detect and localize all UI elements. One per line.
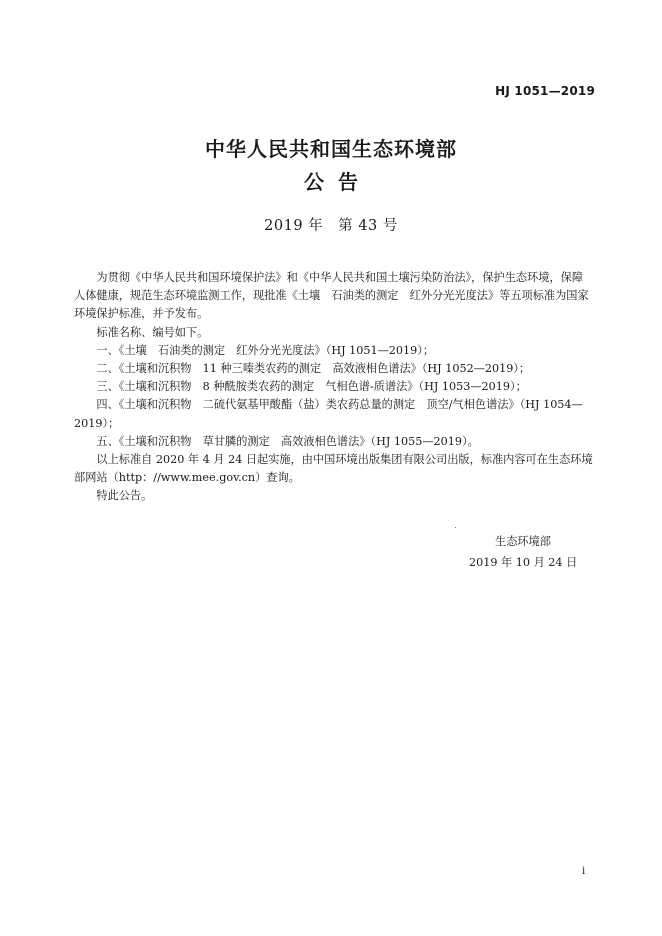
- standard-item-3: 三、《土壤和沉积物 8 种酰胺类农药的测定 气相色谱-质谱法》（HJ 1053—2019）；: [96, 380, 527, 394]
- closing-line: 特此公告。: [96, 489, 153, 503]
- page-number: i: [582, 866, 586, 877]
- standard-item-1: 一、《土壤 石油类的测定 红外分光光度法》（HJ 1051—2019）；: [96, 343, 435, 357]
- signoff-date: 2019 年 10 月 24 日: [469, 556, 578, 569]
- signoff-block: [469, 531, 589, 573]
- standard-item-2: 二、《土壤和沉积物 11 种三嗪类农药的测定 高效液相色谱法》（HJ 1052—2019）；: [96, 362, 531, 376]
- standard-item-5: 五、《土壤和沉积物 草甘膦的测定 高效液相色谱法》（HJ 1055—2019）。: [96, 434, 479, 448]
- signoff-organization: 生态环境部: [495, 535, 551, 548]
- announcement-issue-number: 2019 年 第 43 号: [264, 218, 398, 234]
- announcement-title: 公告: [304, 170, 372, 194]
- standard-code: HJ 1051—2019: [495, 84, 595, 98]
- standard-item-4: 四、《土壤和沉积物 二硫代氨基甲酸酯（盐）类农药总量的测定 顶空/气相色谱法》（HJ 1054—2019）；: [74, 398, 583, 430]
- intro-paragraph: 为贯彻《中华人民共和国环境保护法》和《中华人民共和国土壤污染防治法》，保护生态环境，保障人体健康，规范生态环境监测工作，现批准《土壤 石油类的测定 红外分光光度法》等五项标准为国家环境保护标准，并予发布。: [74, 271, 589, 321]
- announcement-body: [74, 269, 594, 506]
- ministry-title: 中华人民共和国生态环境部: [205, 137, 457, 161]
- scan-speck: [455, 527, 456, 528]
- effective-paragraph: 以上标准自 2020 年 4 月 24 日起实施，由中国环境出版集团有限公司出版，标准内容可在生态环境部网站（http：//www.mee.gov.cn）查询。: [74, 453, 593, 485]
- list-intro: 标准名称、编号如下。: [96, 325, 209, 339]
